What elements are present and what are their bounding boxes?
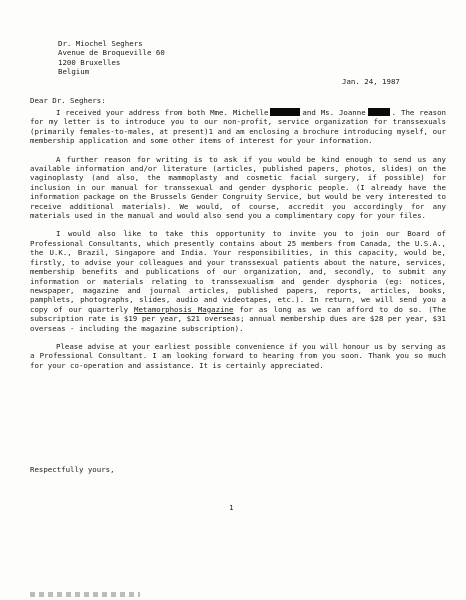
address-line: Avenue de Broqueville 60 bbox=[58, 48, 165, 58]
paragraph-text: I would also like to take this opportunity to invite you to join our Board of Professional Consultants, which presently contains about 25 members from Canada, the U.S.A., the U.K., Brazil, Singapore and India. Your responsibilities, in this capacity, would be, firstly, to advise your colleagues and your transsexual patients about the nature, services, membership benefits and publications of our organization, and, secondly, to submit any information or materials relating to transsexualism and gender dysphoria (eg: notices, newspaper, magazine and journal articles, published papers, reports, articles, books, pamphlets, photographs, slides, audio and videotapes, etc.). In return, we will send you a copy of our quarterly bbox=[30, 229, 446, 314]
address-line: Belgium bbox=[58, 67, 90, 77]
paragraph-introduction bbox=[30, 108, 446, 146]
address-line: Dr. Miochel Seghers bbox=[58, 39, 143, 48]
salutation: Dear Dr. Seghers: bbox=[30, 96, 106, 105]
paragraph-closing-request: Please advise at your earliest possible convenience if you will honour us by serving as a Professional Consultant. I am looking forward to hearing from you soon. Thank you so much for your co-operation and assistance. It is certainly appreciated. bbox=[30, 341, 446, 370]
cut-off-signature-line bbox=[30, 592, 140, 597]
letter-date: Jan. 24, 1987 bbox=[342, 77, 400, 86]
paragraph-invitation bbox=[30, 229, 446, 332]
redacted-block bbox=[270, 108, 300, 116]
paragraph-text: . The reason for my letter is to introduce you to our non-profit, service organization for transsexuals (primarily females-to-males, at present)1 and am enclosing a brochure introducing myself, our membership application and some other items of interest for your information. bbox=[30, 108, 446, 146]
recipient-address bbox=[58, 39, 165, 77]
page-number: 1 bbox=[229, 503, 234, 512]
magazine-title: Metamorphosis Magazine bbox=[134, 304, 234, 314]
paragraph-text: for as long as we can afford to do so. (The subscription rate is $19 per year, $21 overseas; annual membership dues are $28 per year, $31 overseas - including the magazine subscription). bbox=[30, 304, 447, 333]
address-line: 1200 Bruxelles bbox=[58, 57, 121, 67]
redacted-block bbox=[368, 108, 390, 116]
letter-body bbox=[30, 108, 446, 379]
paragraph-text: and Ms. Joanne bbox=[302, 108, 366, 117]
paragraph-text: I received your address from both Mme. Michelle bbox=[56, 108, 269, 117]
paragraph-request: A further reason for writing is to ask if you would be kind enough to send us any available information and/or literature (articles, published papers, photos, slides) on the vaginoplasty (and also, the mammoplasty and cosmetic facial surgery, if possible) for inclusion in our manual for transsexual and gender dysphoric people. (I already have the information package on the Brussels Gender Congruity Service, but would be very interested to receive additional materials). We would, of course, accredit you accordingly for any materials used in the manual and would also send you a complimentary copy for your files. bbox=[30, 154, 446, 221]
closing: Respectfully yours, bbox=[30, 465, 115, 474]
